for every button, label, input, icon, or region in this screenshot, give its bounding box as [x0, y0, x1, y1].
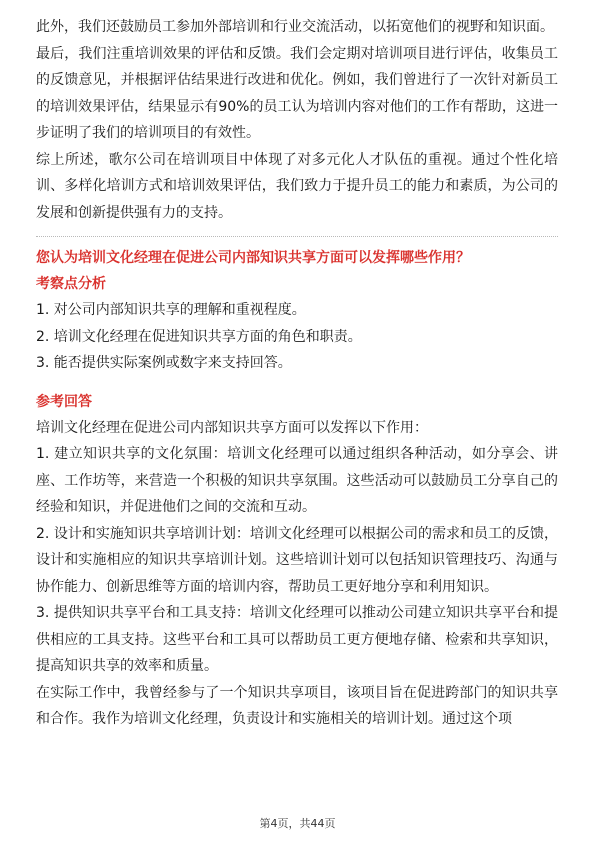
page-number: 第4页，共44页: [259, 817, 336, 830]
reference-paragraph: 2. 设计和实施知识共享培训计划：培训文化经理可以根据公司的需求和员工的反馈，设计和实施相应的知识共享培训计划。这些培训计划可以包括知识管理技巧、沟通与协作能力、创新思维等方面的培训内容，帮助员工更好地分享和利用知识。: [36, 525, 558, 595]
analysis-item: 3. 能否提供实际案例或数字来支持回答。: [36, 355, 292, 371]
reference-paragraph: 1. 建立知识共享的文化氛围：培训文化经理可以通过组织各种活动，如分享会、讲座、工作坊等，来营造一个积极的知识共享氛围。这些活动可以鼓励员工分享自己的经验和知识，并促进他们之间的交流和互动。: [36, 446, 558, 515]
reference-paragraph: 培训文化经理在促进公司内部知识共享方面可以发挥以下作用：: [36, 419, 428, 436]
reference-title: 参考回答: [36, 393, 92, 410]
analysis-title: 考察点分析: [36, 276, 106, 292]
reference-paragraph: 3. 提供知识共享平台和工具支持：培训文化经理可以推动公司建立知识共享平台和提供相应的工具支持。这些平台和工具可以帮助员工更方便地存储、检索和共享知识，提高知识共享的效率和质量。: [36, 605, 558, 674]
body-paragraph: 此外，我们还鼓励员工参加外部培训和行业交流活动，以拓宽他们的视野和知识面。: [36, 19, 554, 35]
analysis-item: 1. 对公司内部知识共享的理解和重视程度。: [36, 302, 306, 318]
question-heading: 您认为培训文化经理在促进公司内部知识共享方面可以发挥哪些作用？: [36, 250, 470, 266]
reference-paragraph: 在实际工作中，我曾经参与了一个知识共享项目，该项目旨在促进跨部门的知识共享和合作。我作为培训文化经理，负责设计和实施相关的培训计划。通过这个项: [36, 684, 558, 727]
spacer: [36, 377, 558, 389]
document-page: [36, 14, 558, 733]
section-divider: [36, 236, 558, 237]
body-paragraph: 最后，我们注重培训效果的评估和反馈。我们会定期对培训项目进行评估，收集员工的反馈意见，并根据评估结果进行改进和优化。例如，我们曾进行了一次针对新员工的培训效果评估，结果显示有90%的员工认为培训内容对他们的工作有帮助，这进一步证明了我们的培训项目的有效性。: [36, 45, 558, 141]
analysis-item: 2. 培训文化经理在促进知识共享方面的角色和职责。: [36, 328, 362, 345]
body-paragraph: 综上所述，歌尔公司在培训项目中体现了对多元化人才队伍的重视。通过个性化培训、多样化培训方式和培训效果评估，我们致力于提升员工的能力和素质，为公司的发展和创新提供强有力的支持。: [36, 151, 558, 221]
